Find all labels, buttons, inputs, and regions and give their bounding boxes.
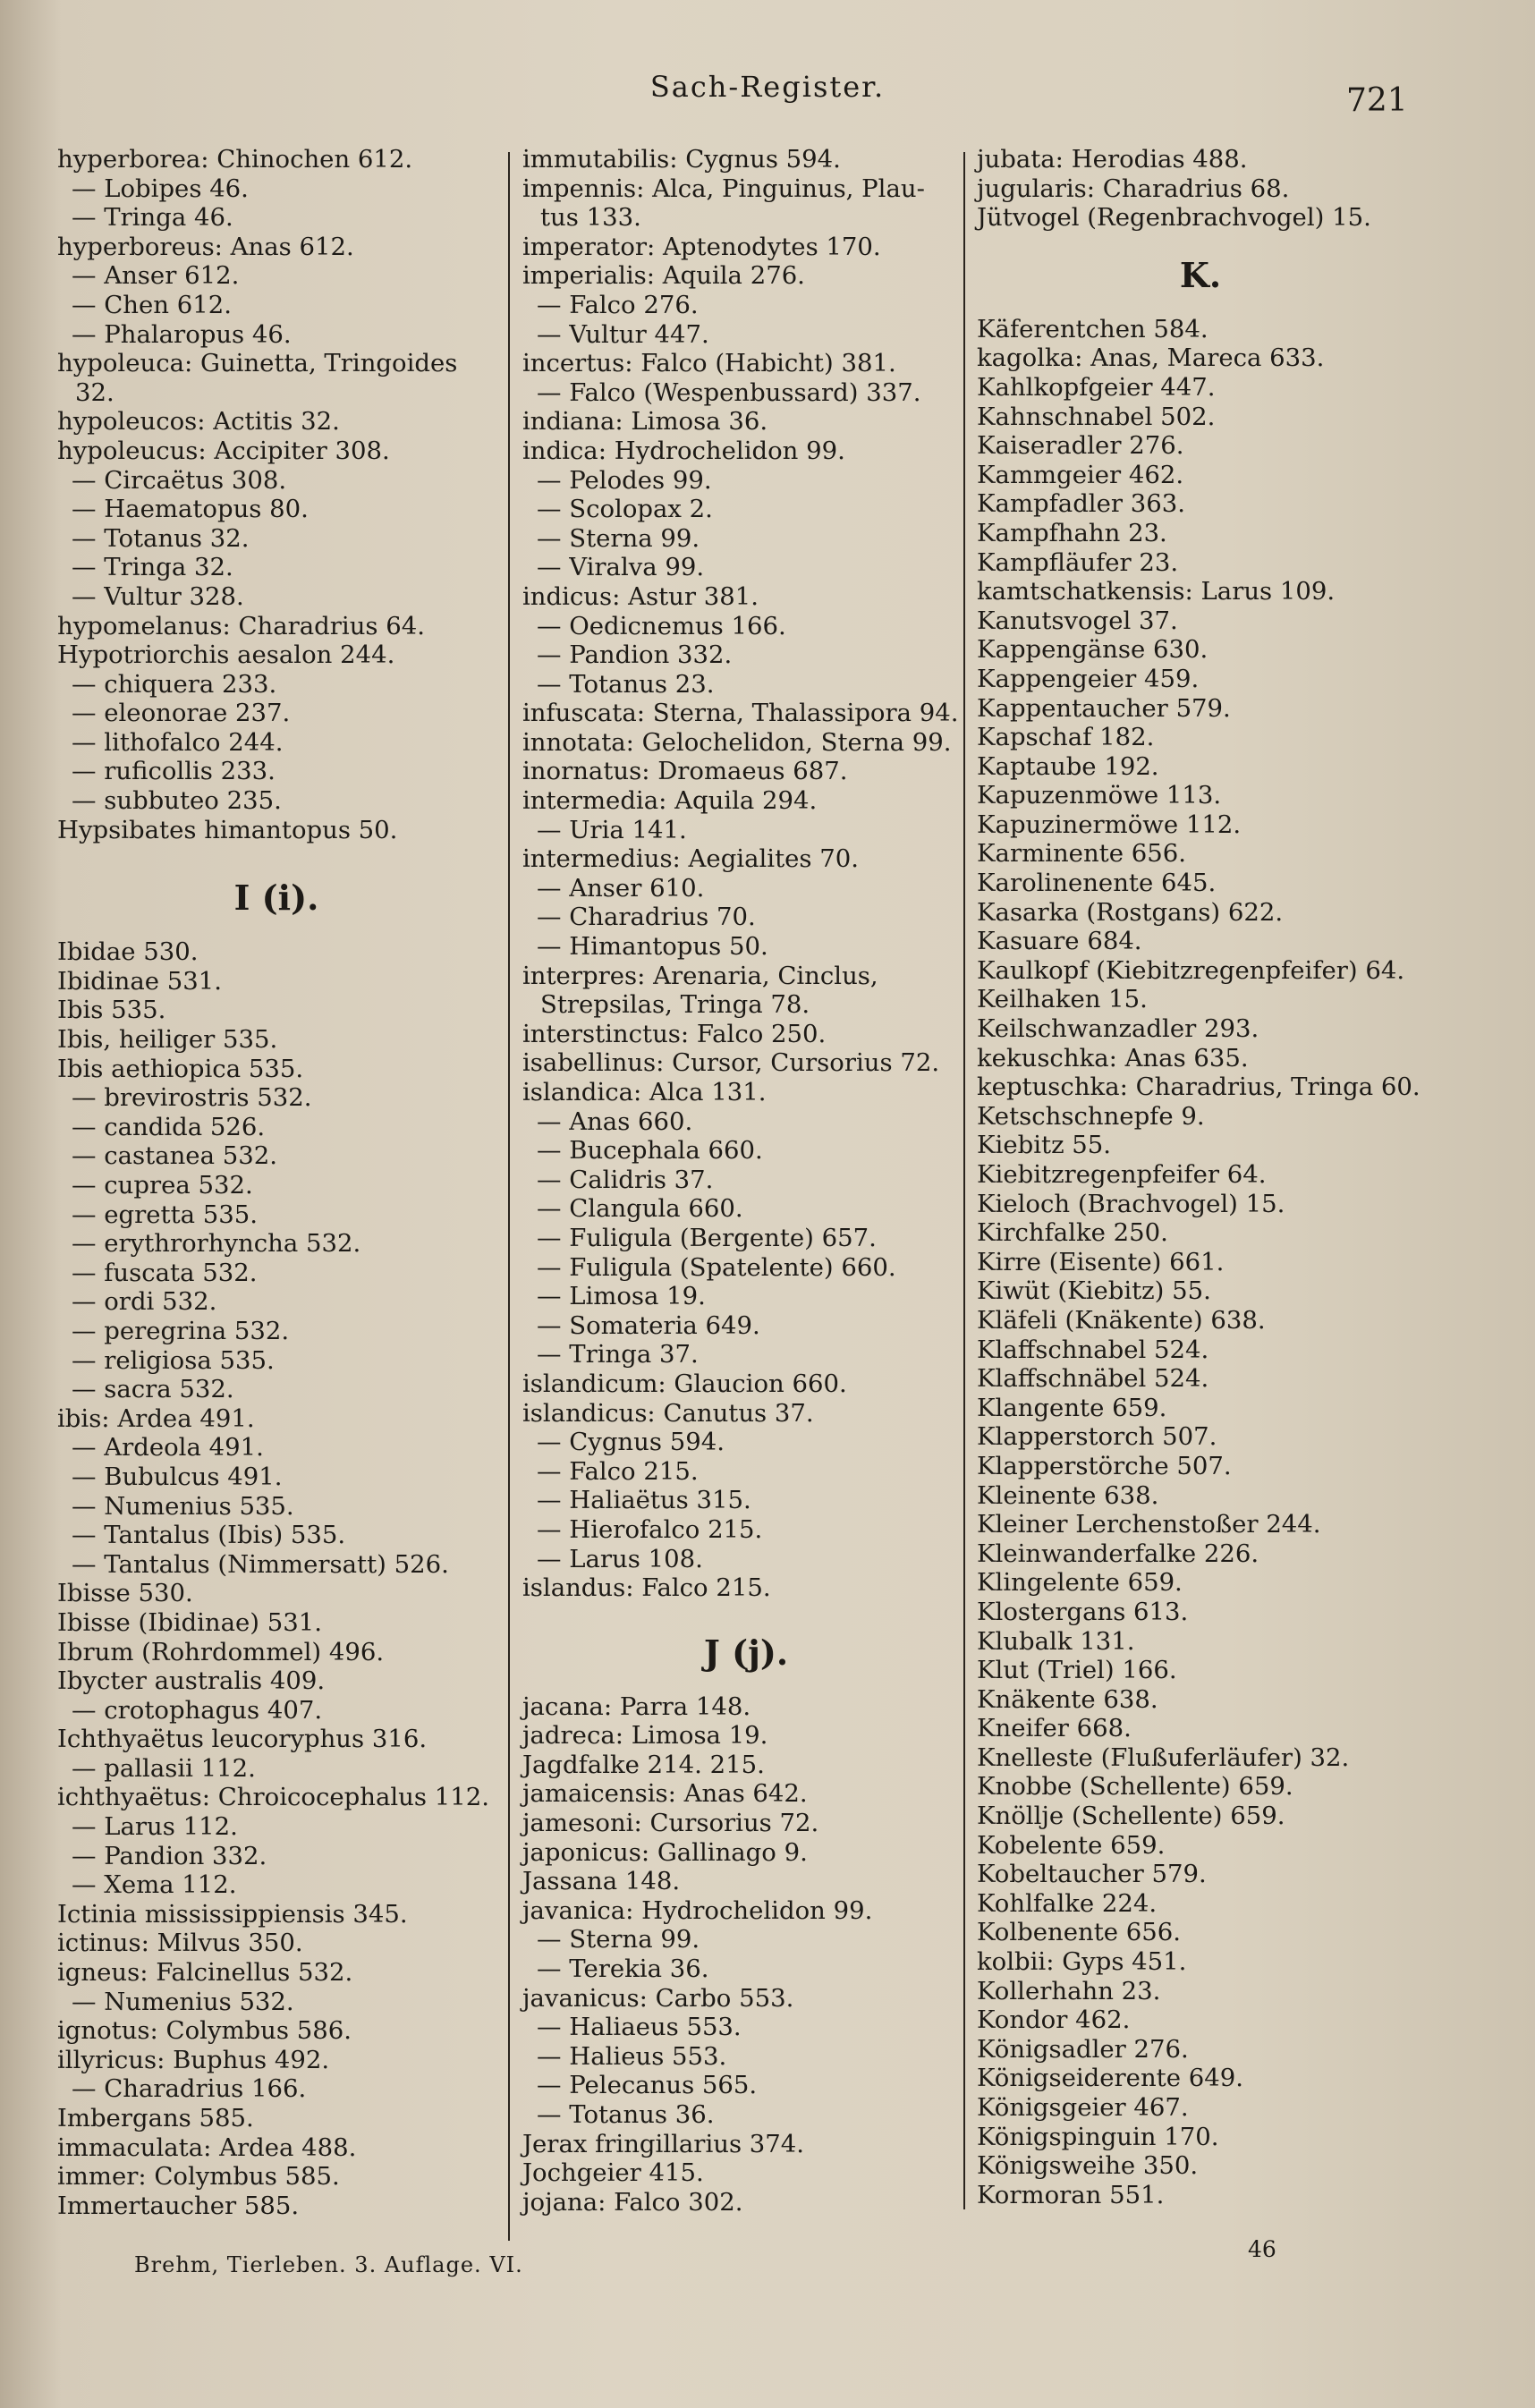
index-entry: Knäkente 638.	[977, 1684, 1158, 1714]
index-subentry: — ruficollis 233.	[72, 757, 276, 786]
index-subentry: — pallasii 112.	[72, 1753, 256, 1783]
index-subentry: — Totanus 32.	[72, 523, 250, 553]
index-entry: Kiwüt (Kiebitz) 55.	[977, 1276, 1211, 1306]
index-subentry: — Vultur 447.	[537, 319, 709, 349]
index-entry: Ibisse (Ibidinae) 531.	[57, 1607, 322, 1637]
index-entry: Kormoran 551.	[977, 2180, 1165, 2209]
index-subentry: — subbuteo 235.	[72, 786, 282, 816]
index-entry-continuation: tus 133.	[540, 203, 641, 233]
index-entry: hyperboreus: Anas 612.	[57, 232, 354, 261]
footer-imprint: Brehm, Tierleben. 3. Auflage. VI.	[134, 2252, 523, 2277]
index-entry: Klubalk 131.	[977, 1626, 1135, 1656]
index-entry: japonicus: Gallinago 9.	[522, 1837, 808, 1867]
index-entry: Kleinente 638.	[977, 1480, 1159, 1510]
index-entry: Klut (Triel) 166.	[977, 1656, 1177, 1685]
index-entry: igneus: Falcinellus 532.	[57, 1958, 353, 1988]
index-entry: Keilhaken 15.	[977, 985, 1148, 1014]
index-subentry: — chiquera 233.	[72, 669, 277, 699]
index-subentry: — Pelodes 99.	[537, 465, 712, 495]
index-entry: Kammgeier 462.	[977, 460, 1184, 489]
index-entry: Königsgeier 467.	[977, 2093, 1189, 2122]
index-column-3	[977, 145, 1424, 2209]
index-entry: Klangente 659.	[977, 1393, 1167, 1422]
index-entry: intermedia: Aquila 294.	[522, 786, 818, 816]
index-subentry: — Falco 215.	[537, 1456, 699, 1486]
index-entry: Hypsibates himantopus 50.	[57, 815, 398, 844]
index-entry: Klapperstorch 507.	[977, 1422, 1217, 1452]
index-entry: impennis: Alca, Pinguinus, Plau-	[522, 174, 925, 203]
index-subentry: — Pandion 332.	[72, 1841, 267, 1870]
index-entry: Königseiderente 649.	[977, 2064, 1243, 2093]
index-subentry: — Halieus 553.	[537, 2041, 727, 2071]
index-entry: Kobeltaucher 579.	[977, 1860, 1207, 1889]
index-subentry: — Tringa 32.	[72, 553, 233, 582]
index-entry-continuation: 32.	[75, 377, 114, 407]
index-entry: Klaffschnabel 524.	[977, 1335, 1209, 1364]
index-entry: Königsweihe 350.	[977, 2151, 1199, 2181]
index-entry: Hypotriorchis aesalon 244.	[57, 640, 395, 670]
index-subentry: — Clangula 660.	[537, 1194, 743, 1224]
index-subentry: — Phalaropus 46.	[72, 319, 292, 349]
index-entry: Kneifer 668.	[977, 1714, 1132, 1743]
index-entry: Knobbe (Schellente) 659.	[977, 1772, 1293, 1802]
index-subentry: — Cygnus 594.	[537, 1428, 725, 1457]
index-entry: jugularis: Charadrius 68.	[977, 174, 1290, 203]
index-entry: hypomelanus: Charadrius 64.	[57, 611, 426, 640]
sheet-number: 46	[1248, 2236, 1276, 2262]
index-entry: incertus: Falco (Habicht) 381.	[522, 349, 896, 378]
index-entry: Karolinenente 645.	[977, 869, 1217, 898]
index-entry: Ibisse 530.	[57, 1579, 193, 1608]
index-subentry: — Haematopus 80.	[72, 495, 309, 524]
index-entry: Kappengänse 630.	[977, 635, 1208, 665]
index-subentry: — Haliaeus 553.	[537, 2013, 742, 2042]
index-subentry: — Numenius 532.	[72, 1987, 294, 2016]
index-subentry: — Scolopax 2.	[537, 495, 713, 524]
index-entry: Königsadler 276.	[977, 2034, 1189, 2064]
index-entry: Klingelente 659.	[977, 1568, 1183, 1598]
index-entry: imperialis: Aquila 276.	[522, 261, 805, 291]
index-entry: kekuschka: Anas 635.	[977, 1043, 1249, 1073]
index-entry: Ibidinae 531.	[57, 966, 223, 996]
index-entry: Kolbenente 656.	[977, 1918, 1182, 1947]
index-entry: Kapschaf 182.	[977, 723, 1155, 752]
index-subentry: — Pandion 332.	[537, 640, 733, 670]
index-subentry: — Oedicnemus 166.	[537, 611, 786, 640]
index-entry: immutabilis: Cygnus 594.	[522, 145, 841, 174]
index-entry: Kiebitz 55.	[977, 1131, 1112, 1160]
index-entry: Jerax fringillarius 374.	[522, 2129, 805, 2158]
index-entry: Ibis 535.	[57, 996, 166, 1025]
index-subentry: — castanea 532.	[72, 1141, 277, 1171]
index-entry: Kappentaucher 579.	[977, 693, 1231, 723]
index-entry: Kapuzinermöwe 112.	[977, 810, 1242, 839]
index-entry: Klapperstörche 507.	[977, 1451, 1232, 1480]
index-entry: indicus: Astur 381.	[522, 581, 759, 611]
index-entry: Ibrum (Rohrdommel) 496.	[57, 1637, 385, 1666]
index-subentry: — Charadrius 70.	[537, 903, 756, 932]
index-subentry: — Circaëtus 308.	[72, 465, 287, 495]
index-subentry: — Larus 112.	[72, 1812, 238, 1842]
index-entry: Ketschschnepfe 9.	[977, 1101, 1205, 1131]
index-subentry: — Sterna 99.	[537, 523, 700, 553]
index-entry: hypoleuca: Guinetta, Tringoides	[57, 349, 458, 378]
index-entry: Kondor 462.	[977, 2005, 1131, 2035]
index-entry: javanica: Hydrochelidon 99.	[522, 1895, 873, 1925]
index-entry: Kanutsvogel 37.	[977, 606, 1178, 635]
index-entry: jojana: Falco 302.	[522, 2187, 743, 2217]
index-entry: Kaiseradler 276.	[977, 431, 1184, 461]
index-subentry: — Sterna 99.	[537, 1925, 700, 1954]
index-subentry: — cuprea 532.	[72, 1171, 253, 1200]
index-entry: Kobelente 659.	[977, 1830, 1166, 1860]
index-subentry: — Lobipes 46.	[72, 174, 249, 203]
index-subentry: — religiosa 535.	[72, 1345, 275, 1375]
index-entry: Kaptaube 192.	[977, 751, 1159, 781]
index-entry: intermedius: Aegialites 70.	[522, 844, 859, 874]
index-entry: Ichthyaëtus leucoryphus 316.	[57, 1725, 428, 1754]
index-entry: innotata: Gelochelidon, Sterna 99.	[522, 727, 952, 757]
index-entry: Knöllje (Schellente) 659.	[977, 1802, 1285, 1831]
index-subentry: — Bubulcus 491.	[72, 1462, 283, 1491]
index-entry: Kasarka (Rostgans) 622.	[977, 897, 1284, 927]
index-subentry: — Bucephala 660.	[537, 1136, 763, 1166]
section-letter-heading: I (i).	[233, 878, 319, 919]
index-entry: isabellinus: Cursor, Cursorius 72.	[522, 1048, 940, 1078]
index-entry: Kiebitzregenpfeifer 64.	[977, 1160, 1267, 1189]
page-number: 721	[1346, 82, 1408, 119]
index-subentry: — sacra 532.	[72, 1375, 234, 1404]
index-entry: islandicus: Canutus 37.	[522, 1398, 814, 1428]
index-column-1	[57, 145, 496, 2220]
index-entry: Keilschwanzadler 293.	[977, 1014, 1259, 1044]
index-entry: jadreca: Limosa 19.	[522, 1721, 768, 1751]
index-entry: Klaffschnäbel 524.	[977, 1364, 1209, 1394]
index-entry: islandica: Alca 131.	[522, 1078, 767, 1106]
index-subentry: — Uria 141.	[537, 815, 687, 844]
index-subentry: — Hierofalco 215.	[537, 1514, 763, 1544]
index-entry: keptuschka: Charadrius, Tringa 60.	[977, 1073, 1421, 1102]
index-subentry: — brevirostris 532.	[72, 1083, 312, 1113]
index-subentry: — Haliaëtus 315.	[537, 1486, 751, 1515]
index-entry: Kampfhahn 23.	[977, 518, 1167, 547]
index-entry: kagolka: Anas, Mareca 633.	[977, 343, 1325, 373]
index-subentry: — Pelecanus 565.	[537, 2071, 758, 2100]
index-entry: kamtschatkensis: Larus 109.	[977, 577, 1336, 606]
index-entry: Kohlfalke 224.	[977, 1888, 1158, 1918]
index-subentry: — lithofalco 244.	[72, 727, 284, 757]
index-entry: Jütvogel (Regenbrachvogel) 15.	[977, 203, 1371, 233]
index-entry: ictinus: Milvus 350.	[57, 1929, 303, 1958]
index-subentry: — Tringa 46.	[72, 203, 233, 233]
index-subentry: — Charadrius 166.	[72, 2074, 307, 2104]
index-subentry: — Anas 660.	[537, 1106, 693, 1136]
index-entry: hypoleucus: Accipiter 308.	[57, 436, 390, 465]
index-entry: immer: Colymbus 585.	[57, 2162, 340, 2192]
index-entry: jacana: Parra 148.	[522, 1692, 751, 1721]
index-subentry: — crotophagus 407.	[72, 1695, 323, 1725]
index-entry: illyricus: Buphus 492.	[57, 2045, 330, 2074]
section-letter-heading: K.	[1179, 254, 1222, 295]
index-subentry: — Totanus 23.	[537, 669, 715, 699]
index-entry: Kapuzenmöwe 113.	[977, 781, 1222, 810]
index-entry: Jochgeier 415.	[522, 2158, 704, 2188]
index-subentry: — Falco 276.	[537, 290, 699, 319]
column-divider	[963, 152, 965, 2209]
index-entry: Kollerhahn 23.	[977, 1976, 1161, 2005]
index-entry: Jagdfalke 214. 215.	[522, 1750, 765, 1779]
index-entry: jamaicensis: Anas 642.	[522, 1779, 808, 1809]
index-entry: kolbii: Gyps 451.	[977, 1947, 1187, 1977]
index-entry: Kleinwanderfalke 226.	[977, 1539, 1259, 1568]
column-divider	[508, 152, 510, 2241]
index-entry: Ictinia mississippiensis 345.	[57, 1899, 408, 1929]
index-column-2	[522, 145, 970, 2217]
index-subentry: — Somateria 649.	[537, 1310, 760, 1340]
index-entry: Käferentchen 584.	[977, 314, 1208, 343]
index-subentry: — ordi 532.	[72, 1287, 217, 1317]
index-entry: ignotus: Colymbus 586.	[57, 2016, 352, 2046]
index-subentry: — Himantopus 50.	[537, 932, 768, 962]
index-entry: jubata: Herodias 488.	[977, 145, 1248, 174]
index-entry: Kampfadler 363.	[977, 489, 1185, 519]
index-entry: islandus: Falco 215.	[522, 1573, 771, 1603]
index-subentry: — Numenius 535.	[72, 1491, 294, 1521]
index-subentry: — candida 526.	[72, 1112, 266, 1141]
index-entry: Ibidae 530.	[57, 937, 199, 967]
index-entry: Kahlkopfgeier 447.	[977, 372, 1216, 402]
index-entry: Knelleste (Flußuferläufer) 32.	[977, 1742, 1350, 1772]
index-subentry: — fuscata 532.	[72, 1258, 258, 1287]
index-subentry: — Totanus 36.	[537, 2100, 715, 2129]
index-entry: jamesoni: Cursorius 72.	[522, 1809, 819, 1838]
index-subentry: — peregrina 532.	[72, 1316, 290, 1345]
index-subentry: — Fuligula (Spatelente) 660.	[537, 1252, 896, 1282]
index-entry: interpres: Arenaria, Cinclus,	[522, 961, 878, 990]
index-entry: islandicum: Glaucion 660.	[522, 1369, 847, 1398]
index-entry: Kläfeli (Knäkente) 638.	[977, 1305, 1266, 1335]
index-entry: Jassana 148.	[522, 1867, 681, 1896]
index-entry: Karminente 656.	[977, 839, 1186, 869]
index-subentry: — eleonorae 237.	[72, 699, 291, 728]
index-entry: Klostergans 613.	[977, 1597, 1189, 1626]
index-subentry: — Anser 610.	[537, 873, 705, 903]
index-entry: immaculata: Ardea 488.	[57, 2132, 357, 2162]
index-entry: indiana: Limosa 36.	[522, 407, 768, 437]
index-entry: hyperborea: Chinochen 612.	[57, 145, 413, 174]
index-subentry: — Xema 112.	[72, 1870, 237, 1900]
index-entry: Immertaucher 585.	[57, 2191, 300, 2220]
index-entry: infuscata: Sterna, Thalassipora 94.	[522, 699, 959, 728]
index-entry: ibis: Ardea 491.	[57, 1403, 255, 1433]
index-entry: inornatus: Dromaeus 687.	[522, 757, 848, 786]
index-subentry: — Fuligula (Bergente) 657.	[537, 1223, 877, 1252]
index-entry: hypoleucos: Actitis 32.	[57, 407, 340, 437]
index-entry: Imbergans 585.	[57, 2104, 254, 2132]
index-entry: Kappengeier 459.	[977, 664, 1200, 693]
index-entry: Kampfläufer 23.	[977, 547, 1179, 577]
index-entry: Kahnschnabel 502.	[977, 402, 1216, 431]
index-subentry: — Larus 108.	[537, 1544, 703, 1573]
section-letter-heading: J (j).	[703, 1632, 789, 1673]
index-entry: javanicus: Carbo 553.	[522, 1983, 794, 2013]
index-entry: Kieloch (Brachvogel) 15.	[977, 1189, 1285, 1218]
index-subentry: — Chen 612.	[72, 290, 232, 319]
index-subentry: — Terekia 36.	[537, 1954, 709, 1984]
index-subentry: — egretta 535.	[72, 1200, 259, 1229]
index-entry: Kleiner Lerchenstoßer 244.	[977, 1510, 1321, 1539]
index-entry: interstinctus: Falco 250.	[522, 1019, 827, 1048]
index-subentry: — Anser 612.	[72, 261, 240, 291]
index-entry: ichthyaëtus: Chroicocephalus 112.	[57, 1783, 489, 1812]
index-subentry: — Ardeola 491.	[72, 1433, 264, 1463]
running-head: Sach-Register.	[649, 70, 886, 104]
index-subentry: — Vultur 328.	[72, 581, 244, 611]
index-subentry: — Tantalus (Ibis) 535.	[72, 1521, 346, 1550]
index-entry: Kaulkopf (Kiebitzregenpfeifer) 64.	[977, 955, 1405, 985]
index-entry: Ibycter australis 409.	[57, 1666, 326, 1696]
index-entry: Kirchfalke 250.	[977, 1218, 1168, 1248]
index-subentry: — Limosa 19.	[537, 1282, 706, 1311]
index-entry: Kirre (Eisente) 661.	[977, 1247, 1225, 1276]
index-entry: Ibis aethiopica 535.	[57, 1054, 304, 1083]
index-entry: Ibis, heiliger 535.	[57, 1025, 278, 1055]
index-subentry: — Calidris 37.	[537, 1165, 714, 1194]
index-entry: Kasuare 684.	[977, 927, 1142, 956]
index-subentry: — erythrorhyncha 532.	[72, 1229, 361, 1259]
index-subentry: — Tantalus (Nimmersatt) 526.	[72, 1549, 449, 1579]
index-subentry: — Tringa 37.	[537, 1340, 699, 1369]
index-entry: indica: Hydrochelidon 99.	[522, 436, 845, 465]
index-entry: Königspinguin 170.	[977, 2122, 1219, 2151]
index-entry: imperator: Aptenodytes 170.	[522, 232, 881, 261]
index-subentry: — Viralva 99.	[537, 553, 705, 582]
index-entry-continuation: Strepsilas, Tringa 78.	[540, 990, 810, 1020]
index-subentry: — Falco (Wespenbussard) 337.	[537, 377, 921, 407]
